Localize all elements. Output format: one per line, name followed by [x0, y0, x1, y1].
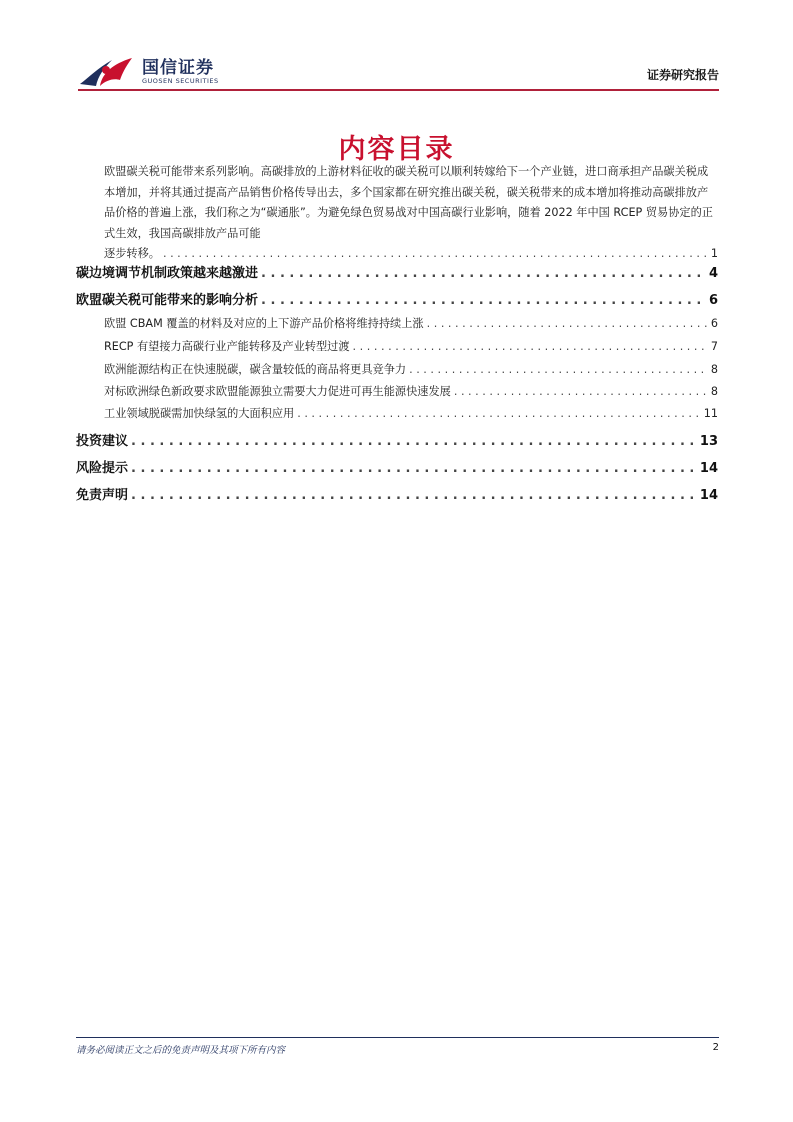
toc-entry-eu-energy-decarbonize[interactable] — [104, 361, 718, 377]
header-divider — [78, 89, 719, 91]
toc-entry-investment-advice[interactable] — [76, 430, 718, 449]
toc-intro-entry[interactable] — [104, 162, 718, 265]
report-type-label: 证券研究报告 — [646, 68, 719, 82]
toc-entry-label: 碳边境调节机制政策越来越激进 — [76, 266, 259, 281]
toc-entry-label: RECP 有望接力高碳行业产能转移及产业转型过渡 — [104, 340, 350, 353]
page-number: 2 — [712, 1042, 719, 1053]
toc-title: 内容目录 — [338, 134, 455, 165]
logo-english-name: GUOSEN SECURITIES — [142, 76, 219, 85]
toc-entry-label: 工业领域脱碳需加快绿氢的大面积应用 — [104, 407, 295, 420]
dot-leader — [297, 407, 701, 420]
page-header — [78, 52, 719, 92]
toc-entry-risk-warning[interactable] — [76, 457, 718, 476]
toc-entry-page: 13 — [699, 434, 718, 449]
toc-entry-disclaimer[interactable] — [76, 484, 718, 503]
footer-divider — [76, 1037, 719, 1038]
toc-entry-label: 欧盟 CBAM 覆盖的材料及对应的上下游产品价格将维持持续上涨 — [104, 317, 424, 330]
toc-entry-page: 14 — [699, 461, 718, 476]
toc-entry-page: 4 — [708, 266, 718, 281]
toc-entry-label: 风险提示 — [76, 461, 129, 476]
logo-chinese-name: 国信证券 — [142, 57, 214, 78]
dot-leader — [353, 340, 708, 353]
toc-entry-cbam-materials[interactable] — [104, 315, 718, 331]
toc-entry-page: 6 — [710, 317, 718, 330]
dot-leader — [427, 317, 708, 330]
toc-entry-page: 11 — [703, 407, 718, 420]
toc-entry-page: 8 — [710, 363, 718, 376]
footer-disclaimer-note: 请务必阅读正文之后的免责声明及其项下所有内容 — [76, 1045, 286, 1056]
guosen-logo — [78, 56, 219, 88]
toc-intro-last-line: 逐步转移。 — [104, 247, 160, 261]
dot-leader — [454, 385, 708, 398]
toc-entry-label: 对标欧洲绿色新政要求欧盟能源独立需要大力促进可再生能源快速发展 — [104, 385, 451, 398]
toc-entry-page: 14 — [699, 488, 718, 503]
guosen-logo-icon — [78, 56, 136, 88]
toc-intro-page: 1 — [710, 247, 718, 261]
toc-entry-label: 欧盟碳关税可能带来的影响分析 — [76, 293, 259, 308]
dot-leader — [131, 434, 697, 449]
dot-leader — [131, 488, 697, 503]
toc-entry-carbon-border-mechanism[interactable] — [76, 262, 718, 281]
dot-leader — [261, 293, 706, 308]
toc-entry-green-deal-renewables[interactable] — [104, 383, 718, 399]
toc-entry-eu-tariff-impact[interactable] — [76, 289, 718, 308]
toc-entry-page: 8 — [710, 385, 718, 398]
toc-entry-label: 欧洲能源结构正在快速脱碳，碳含量较低的商品将更具竞争力 — [104, 363, 407, 376]
dot-leader — [409, 363, 708, 376]
toc-intro-text: 欧盟碳关税可能带来系列影响。高碳排放的上游材料征收的碳关税可以顺利转嫁给下一个产业链，进口商承担产品碳关税成本增加，并将其通过提高产品销售价格传导出去，多个国家都在研究推出碳关税，碳关税带来的成本增加将推动高碳排放产品价格的普遍上涨，我们称之为“碳通胀”。为避免绿色贸易战对中国高碳行业影响，随着 2022 年中国 RCEP 贸易协定的正式生效，我国高碳排放产品可能 — [104, 165, 713, 240]
toc-entry-recp-transfer[interactable] — [104, 338, 718, 354]
dot-leader — [131, 461, 697, 476]
toc-entry-page: 6 — [708, 293, 718, 308]
toc-entry-label: 免责声明 — [76, 488, 129, 503]
toc-entry-green-hydrogen[interactable] — [104, 405, 718, 421]
toc-entry-label: 投资建议 — [76, 434, 129, 449]
toc-entry-page: 7 — [710, 340, 718, 353]
dot-leader — [261, 266, 706, 281]
